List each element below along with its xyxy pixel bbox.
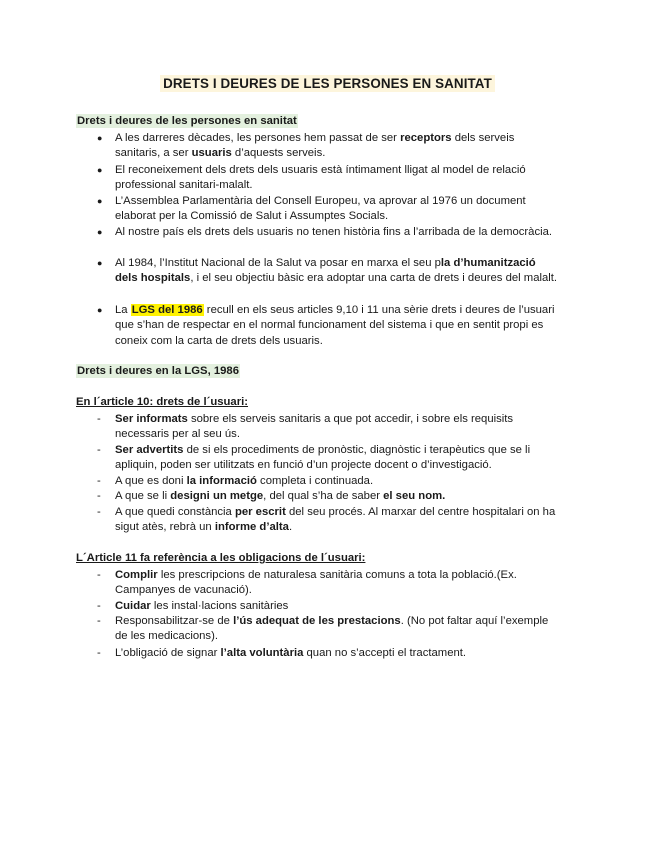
dash-icon: - bbox=[97, 600, 101, 612]
bullet-icon: ● bbox=[97, 133, 103, 143]
dash-icon: - bbox=[97, 490, 101, 502]
list-item: Cuidar les instal·lacions sanitàries bbox=[115, 600, 289, 612]
section-heading-drets-deures: Drets i deures de les persones en sanitat bbox=[77, 115, 297, 127]
list-item: Ser informats sobre els serveis sanitaris a que pot accedir, i sobre els requisits necessaris per al seu ús. bbox=[115, 413, 514, 441]
page-title: DRETS I DEURES DE LES PERSONES EN SANITAT bbox=[0, 76, 655, 91]
list-item: A les darreres dècades, les persones hem passat de ser receptors dels serveis sanitaris, a ser usuaris d’aquests serveis. bbox=[115, 132, 515, 160]
section-heading-lgs: Drets i deures en la LGS, 1986 bbox=[77, 365, 239, 377]
list-item: A que se li designi un metge, del qual s’ha de saber el seu nom. bbox=[115, 490, 446, 502]
bullet-icon: ● bbox=[97, 165, 103, 175]
list-item: A que es doni la informació completa i continuada. bbox=[115, 475, 374, 487]
list-item: Al nostre país els drets dels usuaris no tenen història fins a l’arribada de la democràcia. bbox=[115, 226, 553, 238]
bullet-icon: ● bbox=[97, 258, 103, 268]
list-item: Ser advertits de si els procediments de pronòstic, diagnòstic i terapèutics que se li apliquin, poden ser utilitzats en funció d’un projecte docent o d’investigació. bbox=[115, 444, 531, 472]
list-item: Responsabilitzar-se de l’ús adequat de les prestacions. (No pot faltar aquí l’exemple de les medicacions). bbox=[115, 615, 549, 643]
highlight-lgs: LGS del 1986 bbox=[131, 304, 203, 316]
dash-icon: - bbox=[97, 506, 101, 518]
list-item: Complir les prescripcions de naturalesa sanitària comuns a tota la població.(Ex. Campanyes de vacunació). bbox=[115, 569, 517, 597]
dash-icon: - bbox=[97, 569, 101, 581]
list-item: Al 1984, l’Institut Nacional de la Salut va posar en marxa el seu pla d’humanització dels hospitals, i el seu objectiu bàsic era adoptar una carta de drets i deures del malalt. bbox=[115, 257, 558, 285]
list-item: L’Assemblea Parlamentària del Consell Europeu, va aprovar al 1976 un document elaborat per la Comissió de Salut i Assumptes Socials. bbox=[115, 195, 526, 223]
bullet-icon: ● bbox=[97, 227, 103, 237]
bullet-icon: ● bbox=[97, 305, 103, 315]
dash-icon: - bbox=[97, 413, 101, 425]
dash-icon: - bbox=[97, 615, 101, 627]
dash-icon: - bbox=[97, 647, 101, 659]
bullet-icon: ● bbox=[97, 196, 103, 206]
dash-icon: - bbox=[97, 444, 101, 456]
dash-icon: - bbox=[97, 475, 101, 487]
list-item: A que quedi constància per escrit del seu procés. Al marxar del centre hospitalari on ha sigut atès, rebrà un informe d’alta. bbox=[115, 506, 556, 534]
list-item: L’obligació de signar l’alta voluntària quan no s’accepti el tractament. bbox=[115, 647, 467, 659]
list-item: La LGS del 1986 recull en els seus articles 9,10 i 11 una sèrie drets i deures de l’usuari que s’han de respectar en el normal funcionament del sistema i que en sentit propi es coneix com la carta de drets dels usuaris. bbox=[115, 304, 555, 347]
article-10-heading: En l´article 10: drets de l´usuari: bbox=[76, 396, 249, 408]
list-item: El reconeixement dels drets dels usuaris està íntimament lligat al model de relació professional sanitari-malalt. bbox=[115, 164, 526, 192]
article-11-heading: L´Article 11 fa referència a les obligacions de l´usuari: bbox=[76, 552, 366, 564]
